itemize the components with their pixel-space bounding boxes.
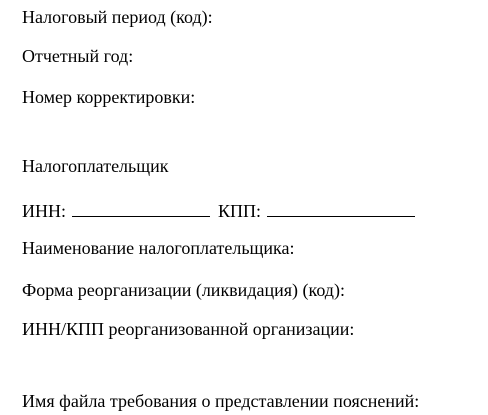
requirement-file-label: Имя файла требования о представлении пояснений: xyxy=(22,391,420,411)
inn-kpp-row xyxy=(22,200,415,222)
kpp-label: КПП: xyxy=(218,201,262,221)
correction-number-label: Номер корректировки: xyxy=(22,87,196,107)
reorg-inn-kpp-label: ИНН/КПП реорганизованной организации: xyxy=(22,319,355,339)
tax-period-label: Налоговый период (код): xyxy=(22,7,213,27)
inn-field[interactable] xyxy=(72,200,210,217)
reporting-year-label: Отчетный год: xyxy=(22,46,134,66)
taxpayer-name-label: Наименование налогоплательщика: xyxy=(22,238,295,258)
reorg-form-label: Форма реорганизации (ликвидация) (код): xyxy=(22,280,345,300)
kpp-field[interactable] xyxy=(267,200,415,217)
taxpayer-heading: Налогоплательщик xyxy=(22,156,169,176)
inn-label: ИНН: xyxy=(22,201,66,221)
